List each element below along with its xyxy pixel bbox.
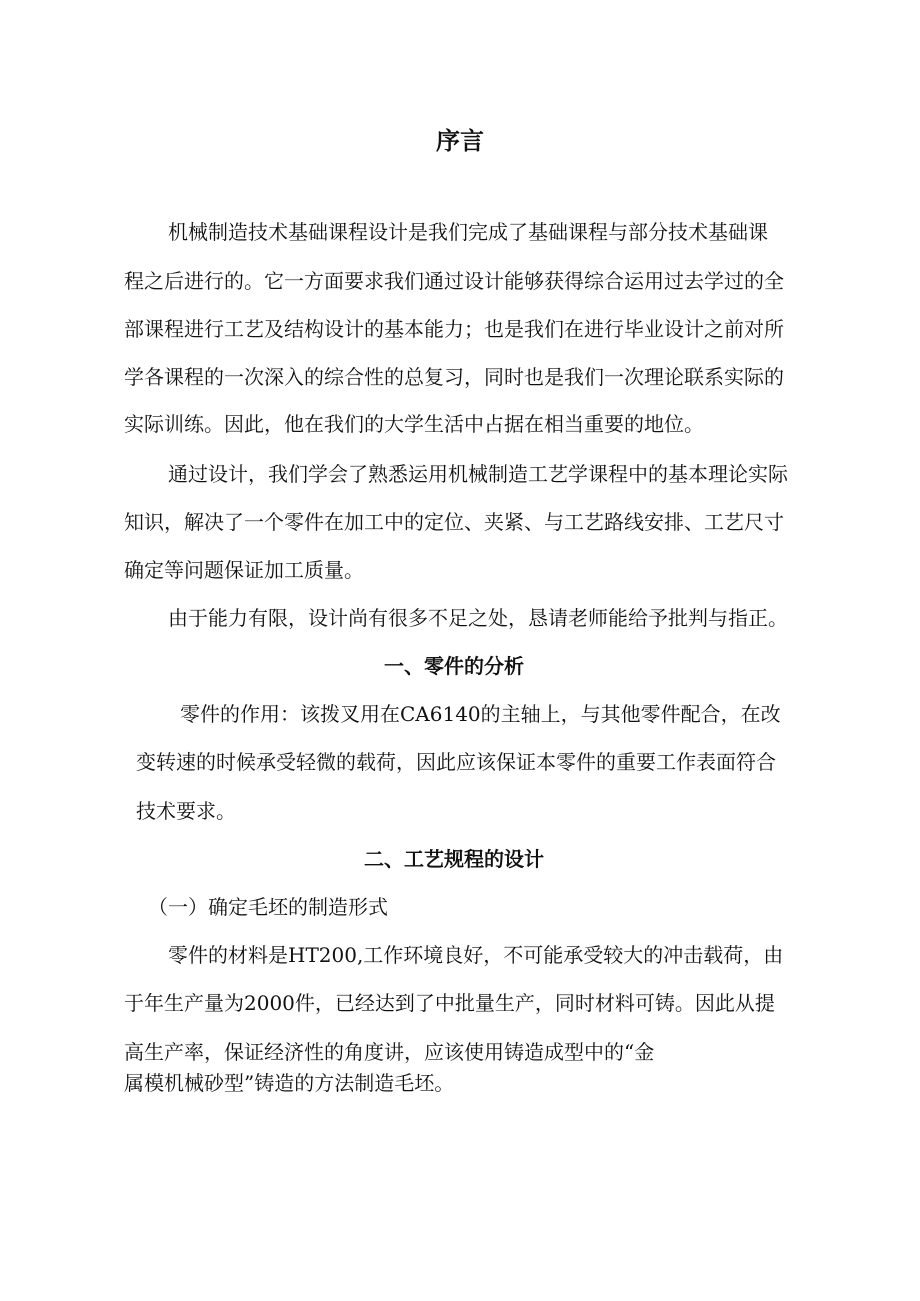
section-heading-part-analysis: 一、零件的分析 bbox=[384, 654, 524, 678]
subsection-heading-blank-form: （一）确定毛坯的制造形式 bbox=[148, 895, 388, 919]
page-title: 序言 bbox=[436, 126, 484, 155]
text-line: 确定等问题保证加工质量。 bbox=[124, 558, 364, 582]
text-line: 于年生产量为2000件，已经达到了中批量生产，同时材料可铸。因此从提 bbox=[124, 991, 775, 1015]
text-line: 高生产率，保证经济性的角度讲，应该使用铸造成型中的“金 bbox=[124, 1040, 655, 1064]
text-line: 学各课程的一次深入的综合性的总复习，同时也是我们一次理论联系实际的 bbox=[124, 365, 784, 389]
text-line: 变转速的时候承受轻微的载荷，因此应该保证本零件的重要工作表面符合 bbox=[136, 750, 776, 774]
text-line: 通过设计，我们学会了熟悉运用机械制造工艺学课程中的基本理论实际 bbox=[168, 462, 788, 486]
text-line: 由于能力有限，设计尚有很多不足之处，恳请老师能给予批判与指正。 bbox=[168, 606, 788, 630]
section-heading-process-design: 二、工艺规程的设计 bbox=[364, 847, 544, 871]
text-line: 技术要求。 bbox=[136, 799, 236, 823]
text-line: 程之后进行的。它一方面要求我们通过设计能够获得综合运用过去学过的全 bbox=[124, 269, 784, 293]
text-line: 零件的作用：该拨叉用在CA6140的主轴上，与其他零件配合，在改 bbox=[180, 702, 781, 726]
text-line: 属模机械砂型”铸造的方法制造毛坯。 bbox=[124, 1071, 455, 1095]
text-line: 知识，解决了一个零件在加工中的定位、夹紧、与工艺路线安排、工艺尺寸 bbox=[124, 510, 784, 534]
text-line: 部课程进行工艺及结构设计的基本能力；也是我们在进行毕业设计之前对所 bbox=[124, 317, 784, 341]
text-line: 零件的材料是HT200,工作环境良好，不可能承受较大的冲击载荷，由 bbox=[168, 943, 784, 967]
text-line: 实际训练。因此，他在我们的大学生活中占据在相当重要的地位。 bbox=[124, 412, 704, 436]
text-line: 机械制造技术基础课程设计是我们完成了基础课程与部分技术基础课 bbox=[168, 220, 768, 244]
